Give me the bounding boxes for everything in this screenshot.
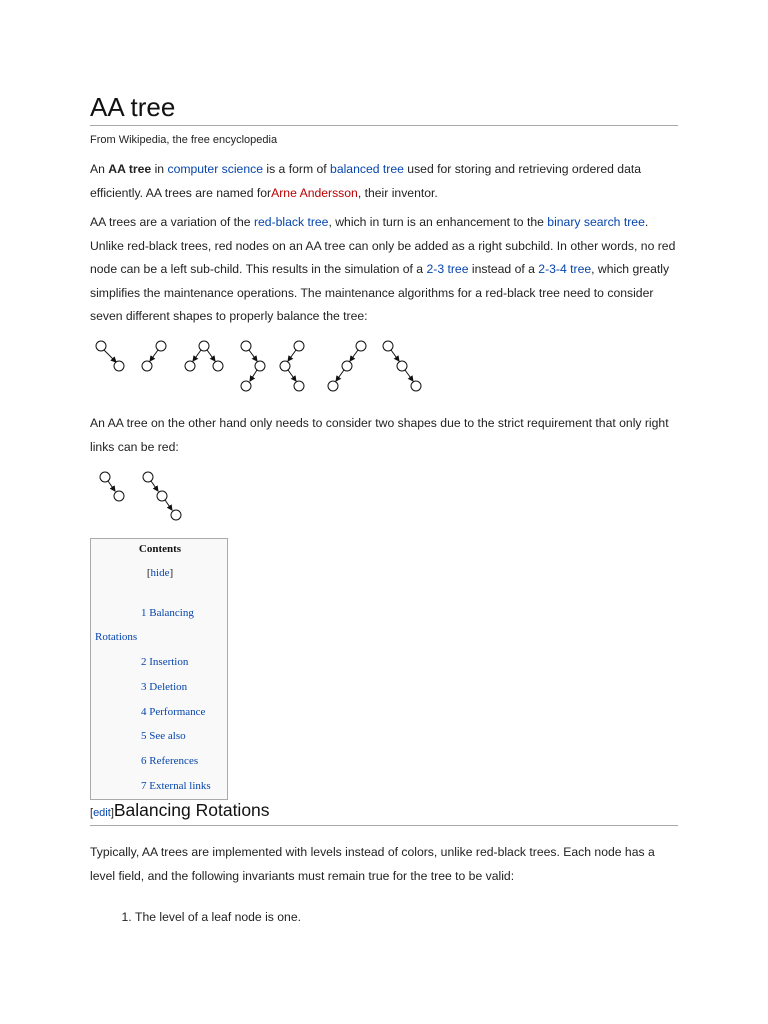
- tree-node: [114, 491, 124, 501]
- link-2-3-4-tree[interactable]: 2-3-4 tree: [538, 262, 592, 276]
- toc-item-balancing-cont[interactable]: Rotations: [95, 631, 138, 643]
- toc-hide-link[interactable]: hide: [150, 567, 170, 579]
- tree-node: [383, 341, 393, 351]
- link-balanced-tree[interactable]: balanced tree: [330, 162, 404, 176]
- aa-shapes-diagram: [90, 466, 200, 528]
- toc-item-insertion[interactable]: 2 Insertion: [141, 656, 189, 668]
- list-item: 1. The level of a leaf node is one.: [135, 906, 301, 929]
- term-aa-tree: AA tree: [108, 162, 152, 176]
- tree-node: [294, 341, 304, 351]
- tree-node: [114, 361, 124, 371]
- tree-node: [280, 361, 290, 371]
- tree-node: [100, 472, 110, 482]
- aa-shapes-paragraph: An AA tree on the other hand only needs to consider two shapes due to the strict requirement that only right links can be red:: [90, 416, 669, 454]
- tree-node: [213, 361, 223, 371]
- link-2-3-tree[interactable]: 2-3 tree: [426, 262, 469, 276]
- link-binary-search-tree[interactable]: binary search tree: [547, 215, 645, 229]
- tree-node: [411, 381, 421, 391]
- toc-item-see-also[interactable]: 5 See also: [141, 730, 186, 742]
- red-black-shapes-diagram: [90, 336, 430, 396]
- tree-node: [356, 341, 366, 351]
- toc-item-performance[interactable]: 4 Performance: [141, 706, 206, 718]
- tree-node: [241, 341, 251, 351]
- site-subtitle: From Wikipedia, the free encyclopedia: [90, 134, 278, 146]
- tree-node: [96, 341, 106, 351]
- tree-node: [397, 361, 407, 371]
- section-heading-balancing: [90, 800, 678, 826]
- tree-node: [142, 361, 152, 371]
- toc-item-balancing[interactable]: 1 Balancing: [141, 607, 194, 619]
- tree-node: [143, 472, 153, 482]
- section-edit: [edit]: [90, 807, 114, 819]
- tree-node: [241, 381, 251, 391]
- tree-node: [342, 361, 352, 371]
- section-title: Balancing Rotations: [113, 800, 270, 820]
- tree-node: [255, 361, 265, 371]
- link-computer-science[interactable]: computer science: [167, 162, 263, 176]
- toc-title: Contents: [138, 543, 182, 555]
- tree-node: [294, 381, 304, 391]
- intro-paragraph: An AA tree in computer science is a form of balanced tree used for storing and retrieving ordered data efficiently. AA trees are named forArne Andersson, their inventor.: [90, 162, 642, 200]
- tree-node: [199, 341, 209, 351]
- toc-item-external-links[interactable]: 7 External links: [141, 780, 211, 792]
- variation-paragraph: AA trees are a variation of the red-black tree, which in turn is an enhancement to the binary search tree. Unlike red-black trees, red nodes on an AA tree can only be added as a right subchild. In other words, no red node can be a left sub-child. This results in the simulation of a 2-3 tree instead of a 2-3-4 tree, which greatly simplifies the maintenance operations. The maintenance algorithms for a red-black tree need to consider seven different shapes to properly balance the tree:: [90, 215, 676, 323]
- link-red-black-tree[interactable]: red-black tree: [253, 215, 329, 229]
- invariants-list: [90, 906, 301, 929]
- toc-item-deletion[interactable]: 3 Deletion: [141, 681, 188, 693]
- tree-node: [328, 381, 338, 391]
- tree-node: [185, 361, 195, 371]
- page-title: AA tree: [90, 92, 678, 126]
- link-arne-andersson[interactable]: Arne Andersson: [271, 185, 358, 200]
- tree-node: [157, 491, 167, 501]
- levels-paragraph: Typically, AA trees are implemented with levels instead of colors, unlike red-black trees. Each node has a level field, and the following invariants must remain true for the tree to be valid:: [90, 845, 655, 883]
- table-of-contents: [90, 538, 228, 800]
- edit-link[interactable]: edit: [93, 807, 111, 819]
- tree-node: [156, 341, 166, 351]
- toc-item-references[interactable]: 6 References: [141, 755, 199, 767]
- tree-node: [171, 510, 181, 520]
- toc-hide-toggle: [hide]: [146, 567, 174, 579]
